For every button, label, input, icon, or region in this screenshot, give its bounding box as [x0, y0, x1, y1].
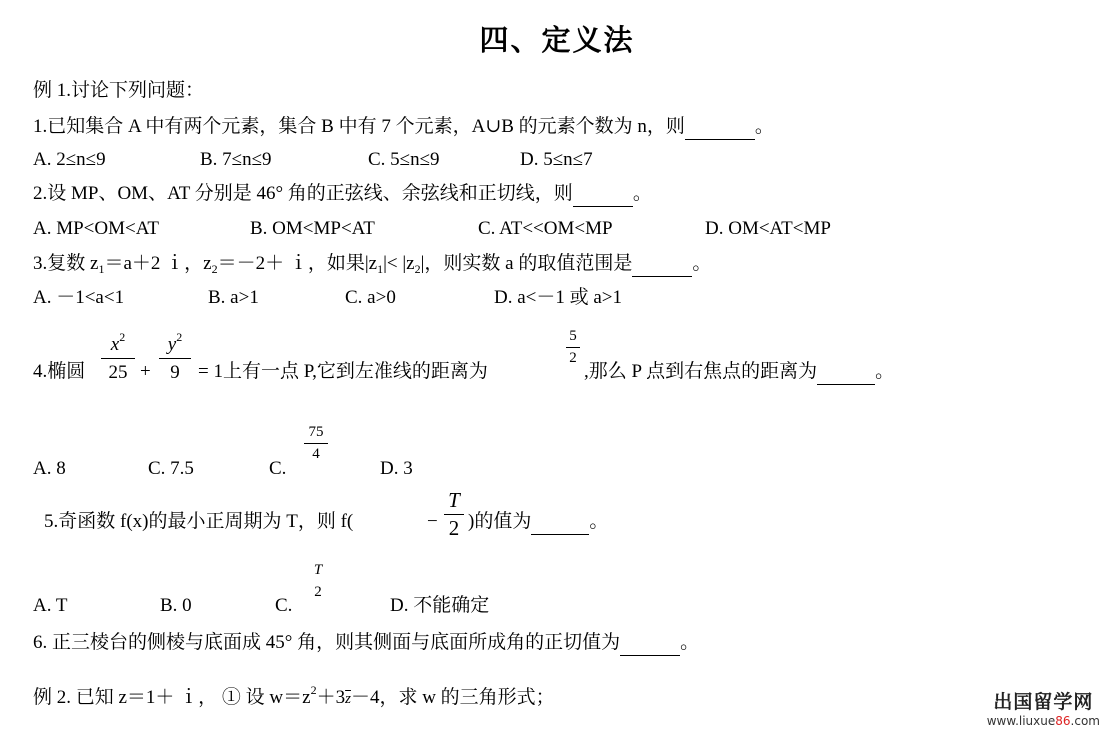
question-6-text: 6. 正三棱台的侧棱与底面成 45° 角，则其侧面与底面所成角的正切值为: [33, 632, 621, 653]
numerator: 5: [569, 328, 577, 344]
q4-option-d: D. 3: [380, 458, 413, 479]
ex2-part: ＋3: [316, 687, 346, 708]
question-2: [33, 184, 652, 207]
question-2-text: 2.设 MP、OM、AT 分别是 46° 角的正弦线、余弦线和正切线，则: [33, 183, 573, 204]
subscript: 2: [211, 262, 218, 276]
subscript: 1: [98, 262, 105, 276]
question-1-text: 1.已知集合 A 中有两个元素，集合 B 中有 7 个元素，A∪B 的元素个数为 n，则: [33, 116, 685, 137]
plus-sign: +: [140, 361, 151, 382]
exponent: 2: [176, 330, 183, 344]
fraction-bar: [444, 514, 464, 515]
q4-middle: 上有一点 P,它到左准线的距离为: [222, 361, 488, 382]
question-3: [33, 254, 711, 277]
subscript: 2: [414, 262, 421, 276]
fraction-bar: [304, 443, 328, 444]
fraction-bar: [159, 358, 191, 359]
q2-option-a: A. MP<OM<AT: [33, 218, 159, 239]
var-x: x: [110, 334, 120, 355]
fraction-75-over-4: [304, 425, 328, 462]
q3-part: |< |z: [383, 253, 415, 274]
period: 。: [875, 361, 895, 382]
answer-blank: [573, 187, 633, 207]
ex2-part: 例 2. 已知 z＝1＋ ｉ， ① 设 w＝z: [33, 687, 311, 708]
q3-part: ＝a＋2 ｉ，z: [104, 253, 212, 274]
question-6: [33, 633, 699, 656]
numerator: T: [313, 562, 323, 578]
q5-text-end: [468, 512, 608, 535]
denominator: 9: [170, 362, 180, 383]
fraction-x2-over-25: [101, 330, 135, 383]
denominator: 25: [108, 362, 128, 383]
minus-sign: −: [427, 511, 438, 532]
equals-one: = 1: [198, 361, 223, 382]
answer-blank: [685, 120, 755, 140]
q5-option-b: B. 0: [160, 595, 192, 616]
watermark-name: 出国留学网: [993, 691, 1094, 713]
q3-option-a: A. －1<a<1: [33, 287, 125, 308]
numerator: T: [448, 488, 460, 512]
q4-option-c: C.: [269, 458, 287, 479]
fraction-bar: [566, 347, 580, 348]
z-conjugate: $\overline{z}$: [345, 691, 351, 707]
answer-blank: [531, 515, 589, 535]
q2-option-c: C. AT<<OM<MP: [478, 218, 613, 239]
fraction-bar: [101, 358, 135, 359]
period: 。: [692, 253, 712, 274]
numerator: 75: [308, 424, 324, 440]
url-part: .com: [1070, 714, 1100, 728]
q2-option-d: D. OM<AT<MP: [705, 218, 831, 239]
denominator: 4: [312, 446, 320, 462]
var-y: y: [167, 334, 177, 355]
q3-option-c: C. a>0: [345, 287, 396, 308]
q2-option-b: B. OM<MP<AT: [250, 218, 375, 239]
exponent: 2: [119, 330, 126, 344]
page-title: 四、定义法: [479, 23, 635, 57]
example-2: [33, 683, 555, 708]
fraction-t-over-2: [444, 490, 464, 539]
question-1: [33, 117, 774, 140]
q1-option-a: A. 2≤n≤9: [33, 149, 106, 170]
url-part: www.liuxue: [986, 714, 1056, 728]
q3-option-b: B. a>1: [208, 287, 259, 308]
period: 。: [632, 183, 652, 204]
ex2-part: －4，求 w 的三角形式；: [350, 687, 555, 708]
answer-blank: [817, 365, 875, 385]
q5-option-c: C.: [275, 595, 293, 616]
watermark-url: [987, 714, 1100, 728]
example-1-heading: 例 1.讨论下列问题：: [33, 80, 205, 101]
denominator: 2: [569, 350, 577, 366]
subscript: 1: [377, 262, 384, 276]
q3-part: |，则实数 a 的取值范围是: [420, 253, 633, 274]
fraction-y2-over-9: [159, 330, 191, 383]
period: 。: [754, 116, 774, 137]
q3-part: 3.复数 z: [33, 253, 99, 274]
fraction-5-over-2: [566, 329, 580, 366]
q3-part: ＝－2＋ ｉ，如果|z: [217, 253, 378, 274]
q4-option-a: A. 8: [33, 458, 66, 479]
q5-label: 5.奇函数 f(x)的最小正周期为 T，则 f(: [44, 511, 354, 532]
answer-blank: [632, 257, 692, 277]
q5-rest: )的值为: [468, 511, 532, 532]
answer-blank: [620, 636, 680, 656]
q4-label: 4.椭圆: [33, 361, 86, 382]
q5-option-d: D. 不能确定: [390, 595, 490, 616]
q4-rest: ,那么 P 点到右焦点的距离为: [584, 361, 818, 382]
q4-text-end: [584, 362, 894, 385]
site-watermark: [987, 687, 1100, 728]
q1-option-c: C. 5≤n≤9: [368, 149, 440, 170]
period: 。: [589, 511, 609, 532]
q1-option-b: B. 7≤n≤9: [200, 149, 272, 170]
url-part: 86: [1055, 714, 1071, 728]
q3-option-d: D. a<－1 或 a>1: [494, 287, 623, 308]
exponent: 2: [310, 683, 317, 697]
q4-text: [198, 362, 488, 381]
denominator: 2: [448, 516, 460, 540]
q1-option-d: D. 5≤n≤7: [520, 149, 593, 170]
fraction-t-over-2-option: [311, 563, 325, 600]
q5-option-a: A. T: [33, 595, 68, 616]
period: 。: [680, 632, 700, 653]
q4-option-b: C. 7.5: [148, 458, 194, 479]
denominator: 2: [314, 584, 322, 600]
